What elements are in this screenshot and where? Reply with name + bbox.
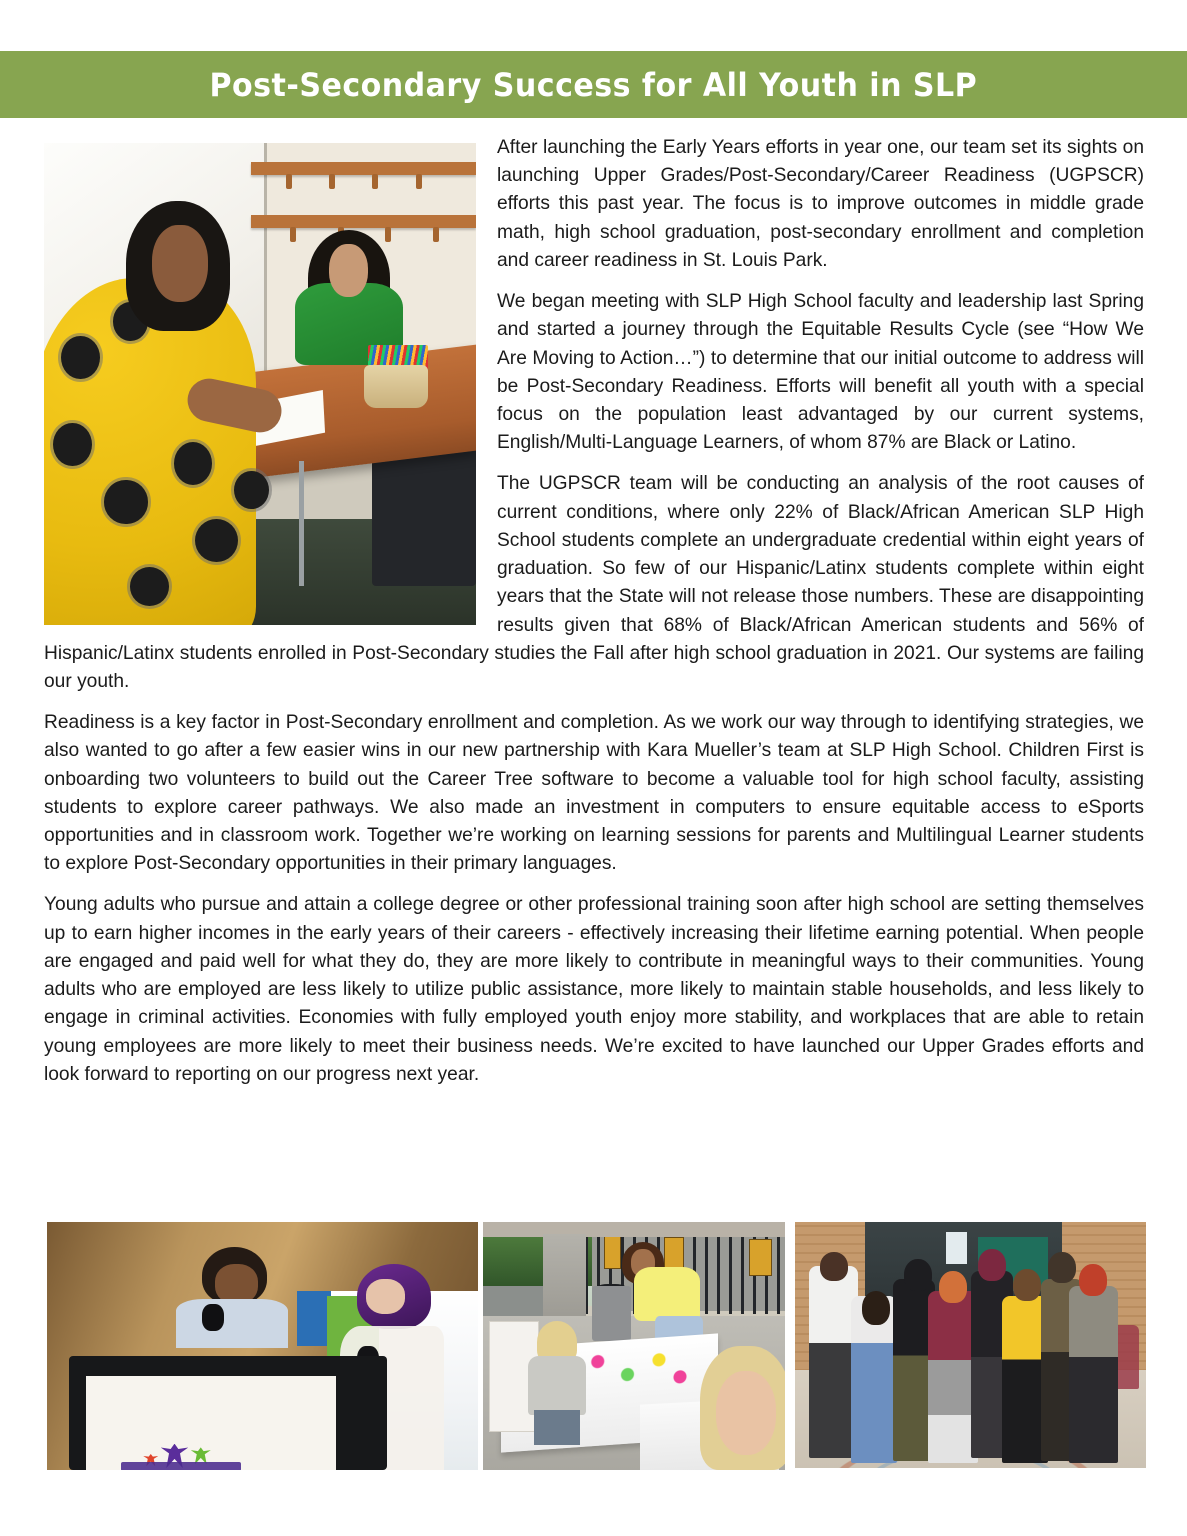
article-paragraph: The UGPSCR team will be conducting an analysis of the root causes of current conditions, where only 22% of Black/African American SLP High School students complete an undergraduate credential within eight years of graduation. So few of our Hispanic/Latinx students complete within eight years that the State will not release those numbers. These are disappointing results given that 68% of Black/African American students and 56% of Hispanic/Latinx students enrolled in Post-Secondary studies the Fall after high school graduation in 2021. Our systems are failing our youth. xyxy=(44,473,1144,692)
article-paragraph: After launching the Early Years efforts in year one, our team set its sights on launching Upper Grades/Post-Secondary/Career Readiness (UGPSCR) efforts this past year. The focus is to improve outcomes in middle grade math, high school graduation, post-secondary enrollment and completion and career readiness in St. Louis Park. xyxy=(497,137,1144,271)
article-paragraph: Readiness is a key factor in Post-Secondary enrollment and completion. As we work our way through to identifying strategies, we also wanted to go after a few easier wins in our new partnership with Kara Mueller’s team at SLP High School. Children First is onboarding two volunteers to build out the Career Tree software to become a valuable tool for high school faculty, assisting students to explore career pathways. We also made an investment in computers to ensure equitable access to eSports opportunities and in classroom work. Together we’re working on learning sessions for parents and Multilingual Learner students to explore Post-Secondary opportunities in their primary languages. xyxy=(44,712,1144,875)
student-one-face xyxy=(152,225,208,302)
dress-pattern-dot xyxy=(234,471,269,510)
door-number-sign xyxy=(946,1232,967,1264)
dress-pattern-dot xyxy=(61,336,100,379)
child-two-face xyxy=(716,1371,776,1455)
speaker-two-face xyxy=(366,1279,405,1314)
hanging-sign xyxy=(749,1239,772,1276)
youth-group-portrait-photo xyxy=(795,1222,1146,1468)
students-drawing-at-table-photo xyxy=(44,143,476,625)
children-first-wordmark xyxy=(121,1462,241,1470)
black-chair xyxy=(372,442,476,587)
group-member-head xyxy=(862,1291,890,1325)
hanging-sign xyxy=(604,1234,621,1268)
child-one-shirt xyxy=(528,1356,585,1416)
podium-microphone xyxy=(202,1304,224,1331)
article-paragraph: We began meeting with SLP High School faculty and leadership last Spring and started a journey through the Equitable Results Cycle (see “How We Are Moving to Action…”) to determine that our initial outcome to address will be Post-Secondary Readiness. Efforts will benefit all youth with a special focus on the population least advantaged by our current systems, English/Multi-Language Learners, of whom 87% are Black or Latino. xyxy=(497,291,1144,454)
coat-hook xyxy=(372,174,378,189)
speaker-one-shirt xyxy=(176,1299,288,1349)
coat-hook xyxy=(433,227,439,242)
group-member-head xyxy=(1079,1264,1107,1296)
group-member-head xyxy=(820,1252,848,1282)
wall-rail-lower xyxy=(251,215,476,228)
hanging-sign xyxy=(664,1237,684,1271)
group-member-head xyxy=(1013,1269,1041,1301)
volunteer-yellow-shirt xyxy=(634,1267,700,1322)
coat-hook xyxy=(329,174,335,189)
wall-rail-upper xyxy=(251,162,476,175)
page-header-banner xyxy=(0,51,1187,118)
child-one-shorts xyxy=(534,1410,579,1445)
table-leg xyxy=(299,461,304,586)
group-member-head xyxy=(1048,1252,1076,1284)
speaker-one-face xyxy=(215,1264,258,1304)
trash-bin xyxy=(592,1286,631,1341)
group-member xyxy=(1069,1286,1118,1463)
article-paragraph: Young adults who pursue and attain a college degree or other professional training soon after high school are setting themselves up to earn higher incomes in the early years of their careers - effectively increasing their lifetime earning potential. When people are engaged and paid well for what they do, they are more likely to contribute in meaningful ways to their communities. Young adults who are employed are less likely to utilize public assistance, more likely to maintain stable households, and less likely to engage in criminal activities. Economies with fully employed youth enjoy more stability, and workplaces that are able to retain young employees are more likely to meet their business needs. We’re excited to have launched our Upper Grades efforts and look forward to reporting on our progress next year. xyxy=(44,894,1144,1085)
student-two-face xyxy=(329,244,368,297)
bottom-photo-strip xyxy=(0,1222,1187,1472)
pencil-basket xyxy=(364,365,429,408)
coat-hook xyxy=(385,227,391,242)
coat-hook xyxy=(286,174,292,189)
group-member-head xyxy=(939,1271,967,1303)
dress-pattern-dot xyxy=(53,423,92,466)
podium-speakers-photo xyxy=(47,1222,478,1470)
podium-logo-placard xyxy=(86,1376,336,1470)
group-member-head xyxy=(904,1259,932,1291)
dress-pattern-dot xyxy=(104,480,147,523)
overhang-ceiling xyxy=(483,1222,785,1237)
dress-pattern-dot xyxy=(130,567,169,606)
group-member-head xyxy=(978,1249,1006,1281)
art-festival-table-photo xyxy=(483,1222,785,1470)
page-title: Post-Secondary Success for All Youth in SLP xyxy=(209,65,978,104)
coat-hook xyxy=(416,174,422,189)
coat-hook xyxy=(290,227,296,242)
article-body xyxy=(44,134,1144,1089)
